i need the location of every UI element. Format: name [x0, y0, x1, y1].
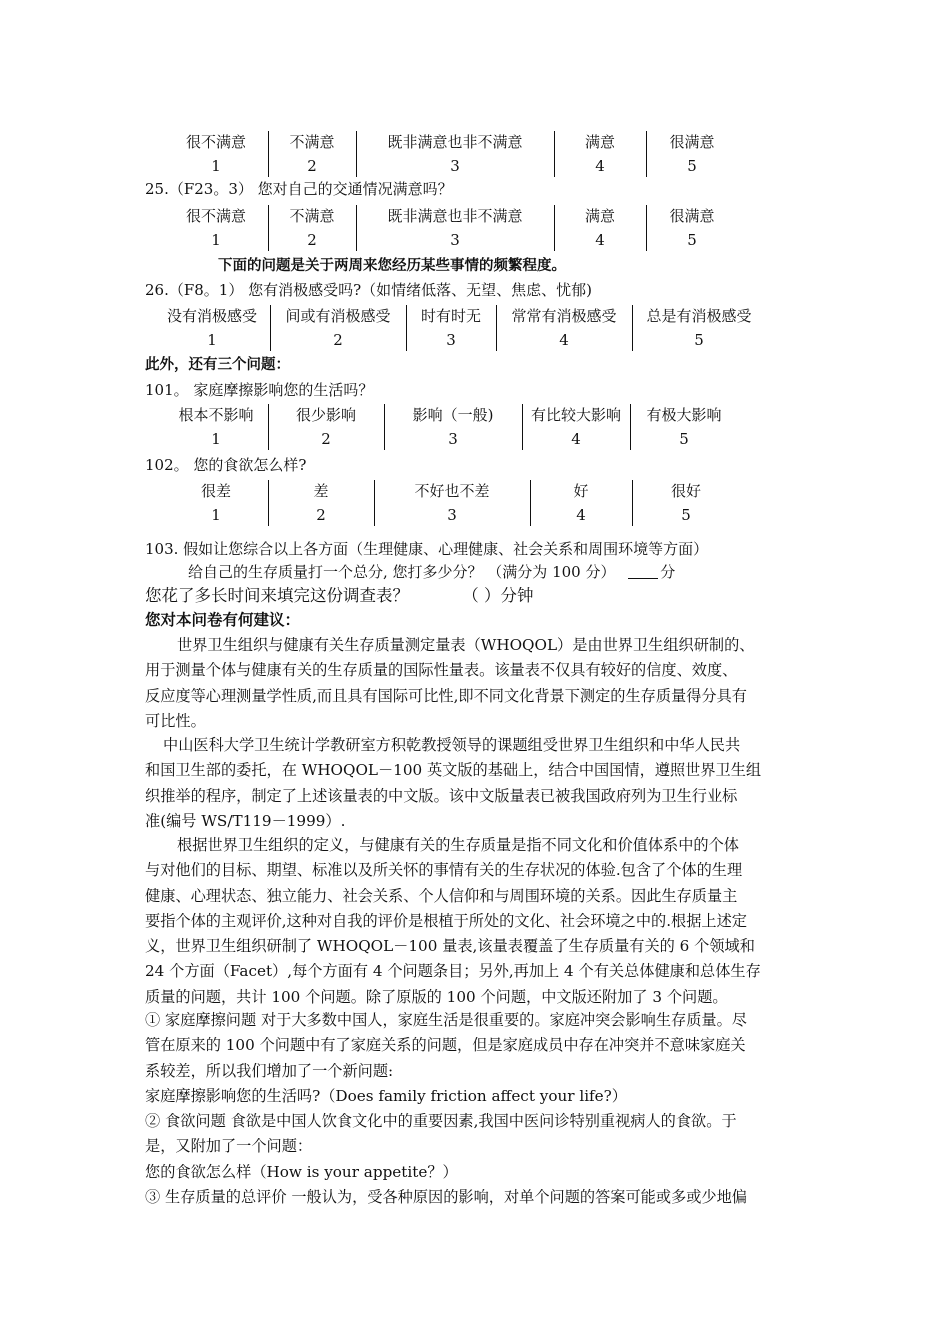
column-divider	[646, 205, 647, 251]
scale-option[interactable]	[270, 480, 372, 526]
scale-option[interactable]	[270, 205, 354, 251]
paragraph-definition	[145, 833, 811, 1010]
option-label: 影响（一般)	[412, 406, 494, 424]
option-value: 3	[450, 157, 460, 175]
scale-option[interactable]	[634, 305, 764, 351]
text-line: 根据世界卫生组织的定义，与健康有关的生存质量是指不同文化和价值体系中的个体	[177, 836, 739, 854]
option-value: 4	[559, 331, 569, 349]
option-value: 2	[333, 331, 343, 349]
option-value: 1	[211, 430, 221, 448]
scale-option[interactable]	[648, 205, 736, 251]
option-value: 1	[211, 231, 221, 249]
scale-option[interactable]	[634, 480, 738, 526]
scale-option[interactable]	[270, 404, 382, 450]
text-line: 反应度等心理测量学性质,而且具有国际可比性,即不同文化背景下测定的生存质量得分具有	[145, 686, 747, 705]
scale-option[interactable]	[532, 480, 630, 526]
response-scale-satisfaction-2	[0, 205, 950, 255]
option-value: 2	[307, 231, 317, 249]
text-line: 系较差，所以我们增加了一个新问题:	[145, 1061, 394, 1080]
column-divider	[356, 205, 357, 251]
text-line: 您的食欲怎么样（How is your appetite？）	[145, 1162, 458, 1181]
option-value: 2	[307, 157, 317, 175]
option-value: 3	[448, 430, 458, 448]
text-line: 要指个体的主观评价,这种对自我的评价是根植于所处的文化、社会环境之中的.根据上述定	[145, 911, 747, 930]
text-line: 世界卫生组织与健康有关生存质量测定量表（WHOQOL）是由世界卫生组织研制的、	[177, 636, 755, 654]
option-value: 4	[595, 157, 605, 175]
text-line: ③ 生存质量的总评价 一般认为，受各种原因的影响，对单个问题的答案可能或多或少地偏	[145, 1188, 747, 1207]
column-divider	[406, 305, 407, 351]
score-unit: 分	[660, 563, 676, 581]
option-label: 很少影响	[295, 406, 356, 424]
option-label: 既非满意也非不满意	[387, 207, 523, 225]
time-question	[145, 584, 534, 608]
scale-option[interactable]	[358, 205, 552, 251]
option-label: 很满意	[669, 207, 715, 225]
option-label: 很好	[670, 482, 701, 500]
scale-option[interactable]	[524, 404, 628, 450]
column-divider	[554, 131, 555, 177]
option-value: 5	[681, 506, 691, 524]
option-label: 没有消极感受	[166, 307, 257, 325]
text-line: ② 食欲问题 食欲是中国人饮食文化中的重要因素,我国中医问诊特别重视病人的食欲。于	[145, 1112, 737, 1131]
scale-option[interactable]	[648, 131, 736, 177]
time-question-text: 您花了多长时间来填完这份调查表？	[145, 586, 409, 605]
question-103-continued	[188, 561, 675, 583]
option-value: 1	[211, 506, 221, 524]
question-25: 25.（F23。3） 您对自己的交通情况满意吗？	[145, 180, 453, 198]
time-answer-field[interactable]: （ ）分钟	[462, 586, 534, 605]
scale-option[interactable]	[168, 205, 264, 251]
option-value: 4	[595, 231, 605, 249]
response-scale-negative-feelings	[0, 305, 950, 355]
option-label: 总是有消极感受	[646, 307, 752, 325]
scale-option[interactable]	[166, 404, 266, 450]
option-label: 好	[573, 482, 589, 500]
paragraph-additional-questions	[145, 1008, 811, 1210]
column-divider	[268, 404, 269, 450]
option-label: 满意	[584, 133, 615, 151]
option-value: 4	[576, 506, 586, 524]
option-value: 4	[571, 430, 581, 448]
question-102: 102。 您的食欲怎么样?	[145, 456, 307, 474]
option-value: 1	[207, 331, 217, 349]
option-label: 不满意	[289, 207, 335, 225]
column-divider	[554, 205, 555, 251]
scale-option[interactable]	[556, 131, 644, 177]
option-label: 常常有消极感受	[511, 307, 617, 325]
option-value: 5	[694, 331, 704, 349]
column-divider	[268, 131, 269, 177]
question-103: 103. 假如让您综合以上各方面（生理健康、心理健康、社会关系和周围环境等方面）	[145, 540, 709, 558]
column-divider	[268, 480, 269, 526]
option-label: 有极大影响	[646, 406, 722, 424]
question-103-text: 给自己的生存质量打一个总分, 您打多少分？ （满分为 100 分）	[188, 563, 616, 581]
option-label: 很差	[200, 482, 231, 500]
text-line: ① 家庭摩擦问题 对于大多数中国人，家庭生活是很重要的。家庭冲突会影响生存质量。尽	[145, 1011, 747, 1029]
option-label: 不满意	[289, 133, 335, 151]
paragraph-chinese-version	[145, 733, 811, 834]
scale-option[interactable]	[168, 131, 264, 177]
scale-option[interactable]	[408, 305, 494, 351]
scale-option[interactable]	[498, 305, 630, 351]
option-value: 3	[446, 331, 456, 349]
score-blank[interactable]	[628, 564, 658, 579]
text-line: 织推举的程序，制定了上述该量表的中文版。该中文版量表已被我国政府列为卫生行业标	[145, 786, 738, 805]
column-divider	[632, 480, 633, 526]
scale-option[interactable]	[358, 131, 552, 177]
text-line: 管在原来的 100 个问题中有了家庭关系的问题，但是家庭成员中存在冲突并不意味家庭关	[145, 1036, 746, 1055]
option-label: 时有时无	[420, 307, 481, 325]
question-26: 26.（F8。1） 您有消极感受吗?（如情绪低落、无望、焦虑、忧郁)	[145, 281, 593, 299]
option-label: 间或有消极感受	[285, 307, 391, 325]
scale-option[interactable]	[376, 480, 528, 526]
option-label: 很满意	[669, 133, 715, 151]
column-divider	[632, 305, 633, 351]
option-value: 2	[321, 430, 331, 448]
scale-option[interactable]	[556, 205, 644, 251]
option-label: 满意	[584, 207, 615, 225]
text-line: 与对他们的目标、期望、标准以及所关怀的事情有关的生存状况的体验.包含了个体的生理	[145, 861, 743, 880]
scale-option[interactable]	[272, 305, 404, 351]
text-line: 健康、心理状态、独立能力、社会关系、个人信仰和与周围环境的关系。因此生存质量主	[145, 886, 738, 905]
option-value: 5	[679, 430, 689, 448]
column-divider	[356, 131, 357, 177]
suggestion-prompt: 您对本问卷有何建议：	[145, 611, 301, 629]
text-line: 中山医科大学卫生统计学教研室方积乾教授领导的课题组受世界卫生组织和中华人民共	[163, 736, 741, 754]
option-value: 1	[211, 157, 221, 175]
option-label: 不好也不差	[414, 482, 490, 500]
text-line: 家庭摩擦影响您的生活吗?（Does family friction affect your life?）	[145, 1086, 627, 1105]
option-value: 3	[447, 506, 457, 524]
column-divider	[522, 404, 523, 450]
option-label: 既非满意也非不满意	[387, 133, 523, 151]
frequency-section-header: 下面的问题是关于两周来您经历某些事情的频繁程度。	[218, 258, 566, 274]
text-line: 准(编号 WS/T119－1999）.	[145, 811, 346, 830]
response-scale-appetite	[0, 480, 950, 530]
option-value: 2	[316, 506, 326, 524]
column-divider	[270, 305, 271, 351]
scale-option[interactable]	[270, 131, 354, 177]
column-divider	[268, 205, 269, 251]
extra-questions-header: 此外，还有三个问题：	[145, 357, 290, 373]
option-label: 很不满意	[185, 133, 246, 151]
text-line: 是，又附加了一个问题：	[145, 1137, 313, 1156]
option-label: 有比较大影响	[530, 406, 621, 424]
option-value: 3	[450, 231, 460, 249]
scale-option[interactable]	[166, 480, 266, 526]
text-line: 用于测量个体与健康有关的生存质量的国际性量表。该量表不仅具有较好的信度、效度、	[145, 661, 738, 680]
option-label: 很不满意	[185, 207, 246, 225]
scale-option[interactable]	[632, 404, 736, 450]
response-scale-family-friction	[0, 404, 950, 454]
text-line: 和国卫生部的委托，在 WHOQOL－100 英文版的基础上，结合中国国情，遵照世界卫生组	[145, 761, 762, 780]
column-divider	[384, 404, 385, 450]
text-line: 可比性。	[145, 711, 206, 730]
text-line: 质量的问题，共计 100 个问题。除了原版的 100 个问题，中文版还附加了 3 个问题。	[145, 987, 728, 1006]
response-scale-satisfaction-1	[0, 131, 950, 181]
scale-option[interactable]	[386, 404, 520, 450]
option-label: 根本不影响	[178, 406, 254, 424]
text-line: 24 个方面（Facet）,每个方面有 4 个问题条目；另外,再加上 4 个有关总体健康和总体生存	[145, 962, 761, 981]
column-divider	[646, 131, 647, 177]
option-value: 5	[687, 231, 697, 249]
column-divider	[374, 480, 375, 526]
column-divider	[496, 305, 497, 351]
option-value: 5	[687, 157, 697, 175]
column-divider	[630, 404, 631, 450]
intro-paragraph-whoqol	[145, 633, 811, 734]
question-101: 101。 家庭摩擦影响您的生活吗？	[145, 381, 374, 399]
scale-option[interactable]	[156, 305, 268, 351]
option-label: 差	[313, 482, 329, 500]
column-divider	[530, 480, 531, 526]
text-line: 义，世界卫生组织研制了 WHOQOL－100 量表,该量表覆盖了生存质量有关的 6 个领域和	[145, 937, 755, 956]
